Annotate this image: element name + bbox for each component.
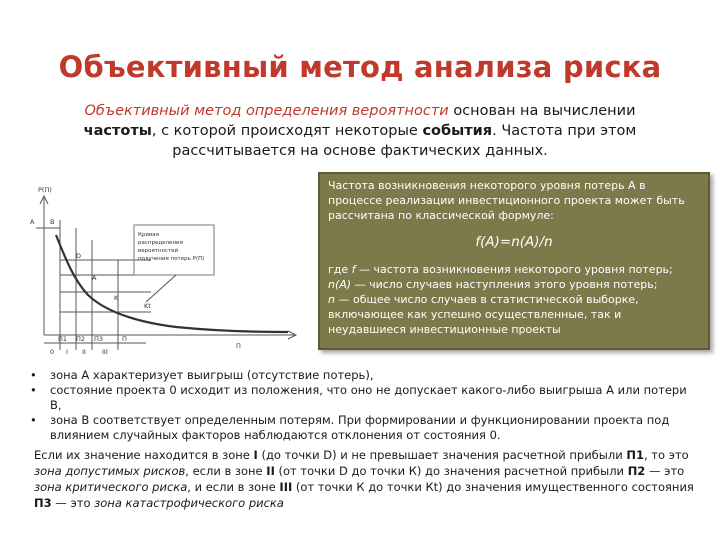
legend-line-4: получения потерь P(Π) bbox=[138, 256, 205, 262]
para-p3: П3 bbox=[34, 496, 52, 510]
intro-bold-events: события bbox=[422, 123, 493, 139]
bullet-item-b: • зона В соответствует определенным потерям. При формировании и функционировании проекта под bbox=[30, 413, 700, 428]
loss-probability-graph bbox=[26, 180, 318, 360]
def-term-n: n bbox=[328, 293, 335, 306]
intro-text-1: основан на вычислении bbox=[448, 103, 636, 119]
para-zone-ii: II bbox=[266, 464, 275, 478]
zone-label-p: П bbox=[122, 335, 127, 343]
legend-line-2: распределения bbox=[138, 240, 183, 246]
zone-label-p1: П1 bbox=[58, 335, 68, 343]
para-zone-iii: III bbox=[279, 480, 293, 494]
zone-bottom-2: II bbox=[82, 348, 86, 356]
para-p1: П1 bbox=[626, 448, 644, 462]
frequency-formula: f(A)=n(A)/n bbox=[475, 234, 553, 250]
slide-title: Объективный метод анализа риска bbox=[58, 50, 662, 84]
formula-box bbox=[318, 172, 710, 350]
label-point-kt: Kt bbox=[144, 302, 151, 310]
zone-bottom-0: 0 bbox=[50, 348, 55, 356]
para-critical-risk: зона критического риска bbox=[34, 480, 188, 494]
para-text: (от точки К до точки Кt) до значения имущественного состояния bbox=[292, 480, 694, 494]
def-text-f: — частота возникновения некоторого уровня потерь; bbox=[355, 263, 673, 276]
para-text: Если их значение находится в зоне bbox=[34, 448, 254, 462]
zone-bullets bbox=[30, 368, 700, 443]
def-term-na: n(A) bbox=[328, 278, 352, 291]
zone-label-p2: П2 bbox=[76, 335, 86, 343]
intro-text-3: . Частота при этом bbox=[492, 123, 637, 139]
legend-leader bbox=[146, 275, 176, 302]
intro-bold-frequency: частоты bbox=[83, 123, 152, 139]
intro-highlight: Объективный метод определения вероятности bbox=[84, 103, 449, 119]
zone-label-p3: П3 bbox=[94, 335, 104, 343]
label-point-a: A bbox=[92, 274, 97, 282]
label-point-d: D bbox=[76, 252, 82, 260]
para-zone-i: I bbox=[253, 448, 258, 462]
para-text: (от точки D до точки К) до значения расчетной прибыли bbox=[274, 464, 628, 478]
bullet-item-a: • зона А характеризует выигрыш (отсутствие потерь), bbox=[30, 368, 700, 383]
y-axis-label: P(Π) bbox=[38, 186, 52, 194]
para-acceptable-risk: зона допустимых рисков bbox=[34, 464, 186, 478]
para-text: , то это bbox=[643, 448, 689, 462]
bullet-continuation: влиянием случайных факторов наблюдаются отклонения от состояния 0. bbox=[50, 428, 501, 442]
zones-paragraph bbox=[34, 447, 694, 511]
para-text: (до точки D) и не превышает значения расчетной прибыли bbox=[257, 448, 627, 462]
zone-bottom-1: I bbox=[66, 348, 68, 356]
formula-intro: Частота возникновения некоторого уровня потерь А в процессе реализации инвестиционного проекта может быть рассчитана по классической формуле: bbox=[328, 179, 685, 222]
bullet-item-0: • состояние проекта 0 исходит из положения, что оно не допускает какого-либо выигрыша А или потери В, bbox=[30, 383, 700, 413]
para-catastrophic-risk: зона катастрофического риска bbox=[94, 496, 284, 510]
legend-line-3: вероятностей bbox=[138, 248, 179, 254]
para-text: , если в зоне bbox=[185, 464, 267, 478]
intro-text-4: рассчитывается на основе фактических данных. bbox=[172, 143, 548, 159]
def-text-n: — общее число случаев в статистической выборке, включающее как успешно осуществленные, так и неудавшиеся инвестиционные проекты bbox=[328, 293, 639, 336]
def-text-na: — число случаев наступления этого уровня потерь; bbox=[351, 278, 658, 291]
def-term-f: f bbox=[351, 263, 356, 276]
x-axis-label: Π bbox=[236, 342, 241, 350]
intro-paragraph bbox=[60, 101, 660, 161]
zone-bottom-3: III bbox=[102, 348, 108, 356]
para-p2: П2 bbox=[627, 464, 646, 478]
label-b: B bbox=[50, 218, 55, 226]
legend-line-1: Кривая bbox=[138, 232, 159, 238]
formula-definitions bbox=[328, 262, 700, 337]
label-point-k: K bbox=[114, 294, 119, 302]
def-prefix: где bbox=[328, 263, 352, 276]
para-text: — это bbox=[51, 496, 95, 510]
intro-text-2: , с которой происходят некоторые bbox=[151, 123, 423, 139]
para-text: , и если в зоне bbox=[187, 480, 280, 494]
para-text: — это bbox=[645, 464, 685, 478]
label-a: A bbox=[30, 218, 35, 226]
